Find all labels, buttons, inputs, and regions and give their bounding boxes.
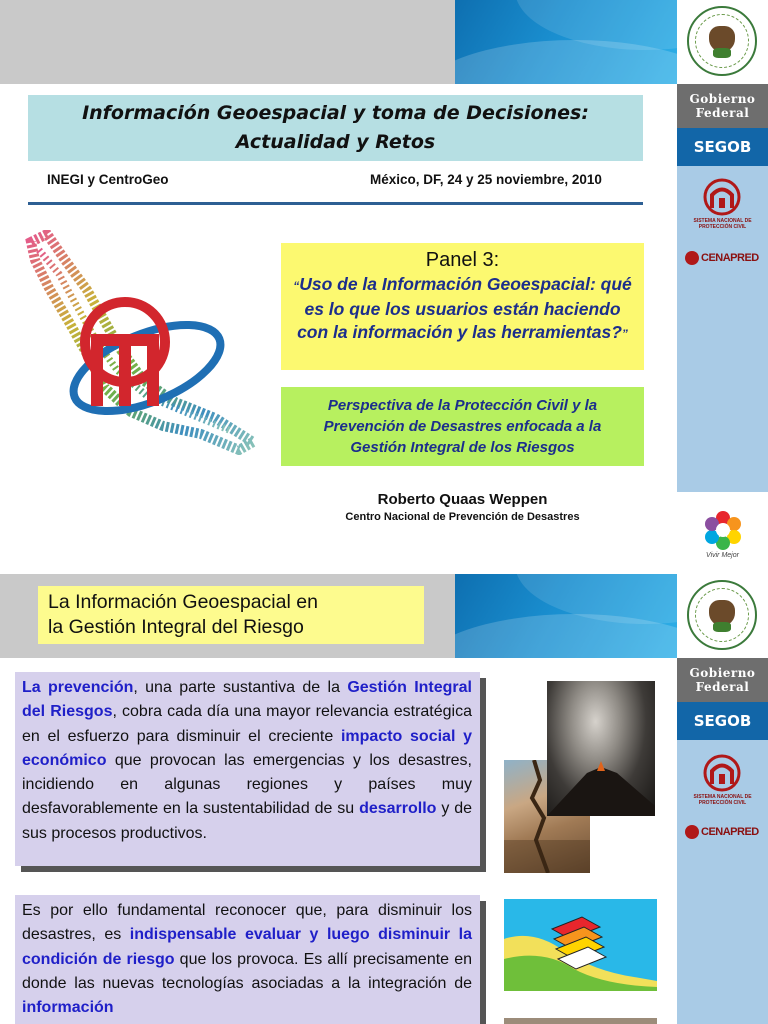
conference-title-line1: Información Geoespacial y toma de Decisiones: [82, 102, 589, 124]
volcano-eruption-photo [547, 681, 655, 816]
right-sidebar [677, 0, 768, 574]
perspective-box [281, 387, 644, 466]
gis-layers-icon [504, 899, 657, 991]
proteccion-civil-icon [703, 754, 741, 792]
mexico-seal-icon [687, 580, 757, 650]
mexico-seal-icon [687, 6, 757, 76]
gobierno-federal-label [677, 84, 768, 128]
vivir-mejor-flower-icon [703, 510, 743, 550]
header-gray-band [0, 0, 455, 84]
prevention-text-box [15, 672, 480, 866]
term-gestion-integral: Gestión Integral del Riesgos [22, 679, 473, 721]
date-place: México, DF, 24 y 25 noviembre, 2010 [370, 172, 602, 187]
proteccion-civil-caption: SISTEMA NACIONAL DE PROTECCIÓN CIVIL [693, 218, 752, 230]
text-segment: que los provoca. Es allí precisamente en donde las nuevas tecnologías asociadas a la integración de [22, 950, 472, 992]
panel-title: Panel 3: [425, 249, 500, 271]
text-segment: , una parte sustantiva de la [133, 679, 348, 696]
gobierno-line1: Gobierno [689, 92, 756, 106]
open-quote: “ [293, 279, 300, 293]
national-seal [677, 574, 768, 658]
title-divider [28, 202, 643, 205]
term-impacto: impacto social y económico [22, 727, 472, 769]
risk-paragraph [22, 899, 472, 1020]
proteccion-civil-caption: SISTEMA NACIONAL DE PROTECCIÓN CIVIL [693, 794, 752, 806]
organizers: INEGI y CentroGeo [47, 172, 169, 187]
sidebar-light-panel [677, 740, 768, 1024]
text-segment: y de sus procesos productivos. [22, 800, 472, 842]
risk-text-box [15, 895, 480, 1024]
cenapred-label: CENAPRED [701, 826, 759, 838]
text-segment: , cobra cada día una mayor relevancia estratégica en el esfuerzo para disminuir el creciente [22, 703, 472, 745]
close-quote: ” [621, 327, 628, 341]
term-indispensable: indispensable evaluar y luego disminuir la condición de riesgo [22, 926, 472, 968]
right-sidebar [677, 574, 768, 1024]
section-title-box [38, 586, 424, 644]
header-blue-band [455, 0, 677, 84]
author-institution: Centro Nacional de Prevención de Desastres [345, 511, 580, 523]
cenapred-logo [685, 250, 761, 266]
bottom-photo-strip [504, 1018, 657, 1024]
segob-label: SEGOB [677, 128, 768, 166]
vivir-mejor-label: Vivir Mejor [706, 552, 739, 559]
map-logo-illustration [25, 230, 265, 455]
text-segment: Es por ello fundamental reconocer que, para disminuir los desastres, es [22, 902, 472, 944]
gobierno-line2: Federal [695, 680, 750, 694]
cenapred-label: CENAPRED [701, 252, 759, 264]
volcano-icon [547, 681, 655, 816]
panel-question-wrap [281, 273, 644, 346]
prevention-paragraph [22, 676, 472, 846]
section-title-line2: la Gestión Integral del Riesgo [48, 616, 304, 638]
perspective-text: Perspectiva de la Protección Civil y la Prevención de Desastres enfocada a la Gestión Integral de los Riesgos [323, 397, 602, 456]
vivir-mejor-area [677, 492, 768, 574]
conference-title-line2: Actualidad y Retos [235, 131, 436, 153]
layered-map-photo [504, 899, 657, 991]
panel-box [281, 243, 644, 370]
conference-title-box [28, 95, 643, 161]
sidebar-light-panel [677, 166, 768, 492]
slide-2 [0, 574, 768, 1024]
term-informacion: información [22, 999, 114, 1017]
gobierno-line1: Gobierno [689, 666, 756, 680]
term-prevencion: La prevención [22, 679, 134, 696]
gobierno-federal-label [677, 658, 768, 702]
author-name: Roberto Quaas Weppen [377, 491, 548, 508]
section-title-line1: La Información Geoespacial en [48, 591, 318, 613]
gobierno-line2: Federal [695, 106, 750, 120]
national-seal [677, 0, 768, 84]
cenapred-logo [685, 824, 761, 840]
header-blue-band [455, 574, 677, 658]
text-segment: que provocan las emergencias y los desastres, incidiendo en algunas regiones y países muy desfavorablemente en la sustentabilidad de su [22, 751, 472, 818]
panel-question: Uso de la Información Geoespacial: qué es lo que los usuarios están haciendo con la información y las herramientas? [297, 274, 632, 342]
segob-label: SEGOB [677, 702, 768, 740]
term-desarrollo: desarrollo [359, 800, 437, 818]
proteccion-civil-icon [703, 178, 741, 216]
